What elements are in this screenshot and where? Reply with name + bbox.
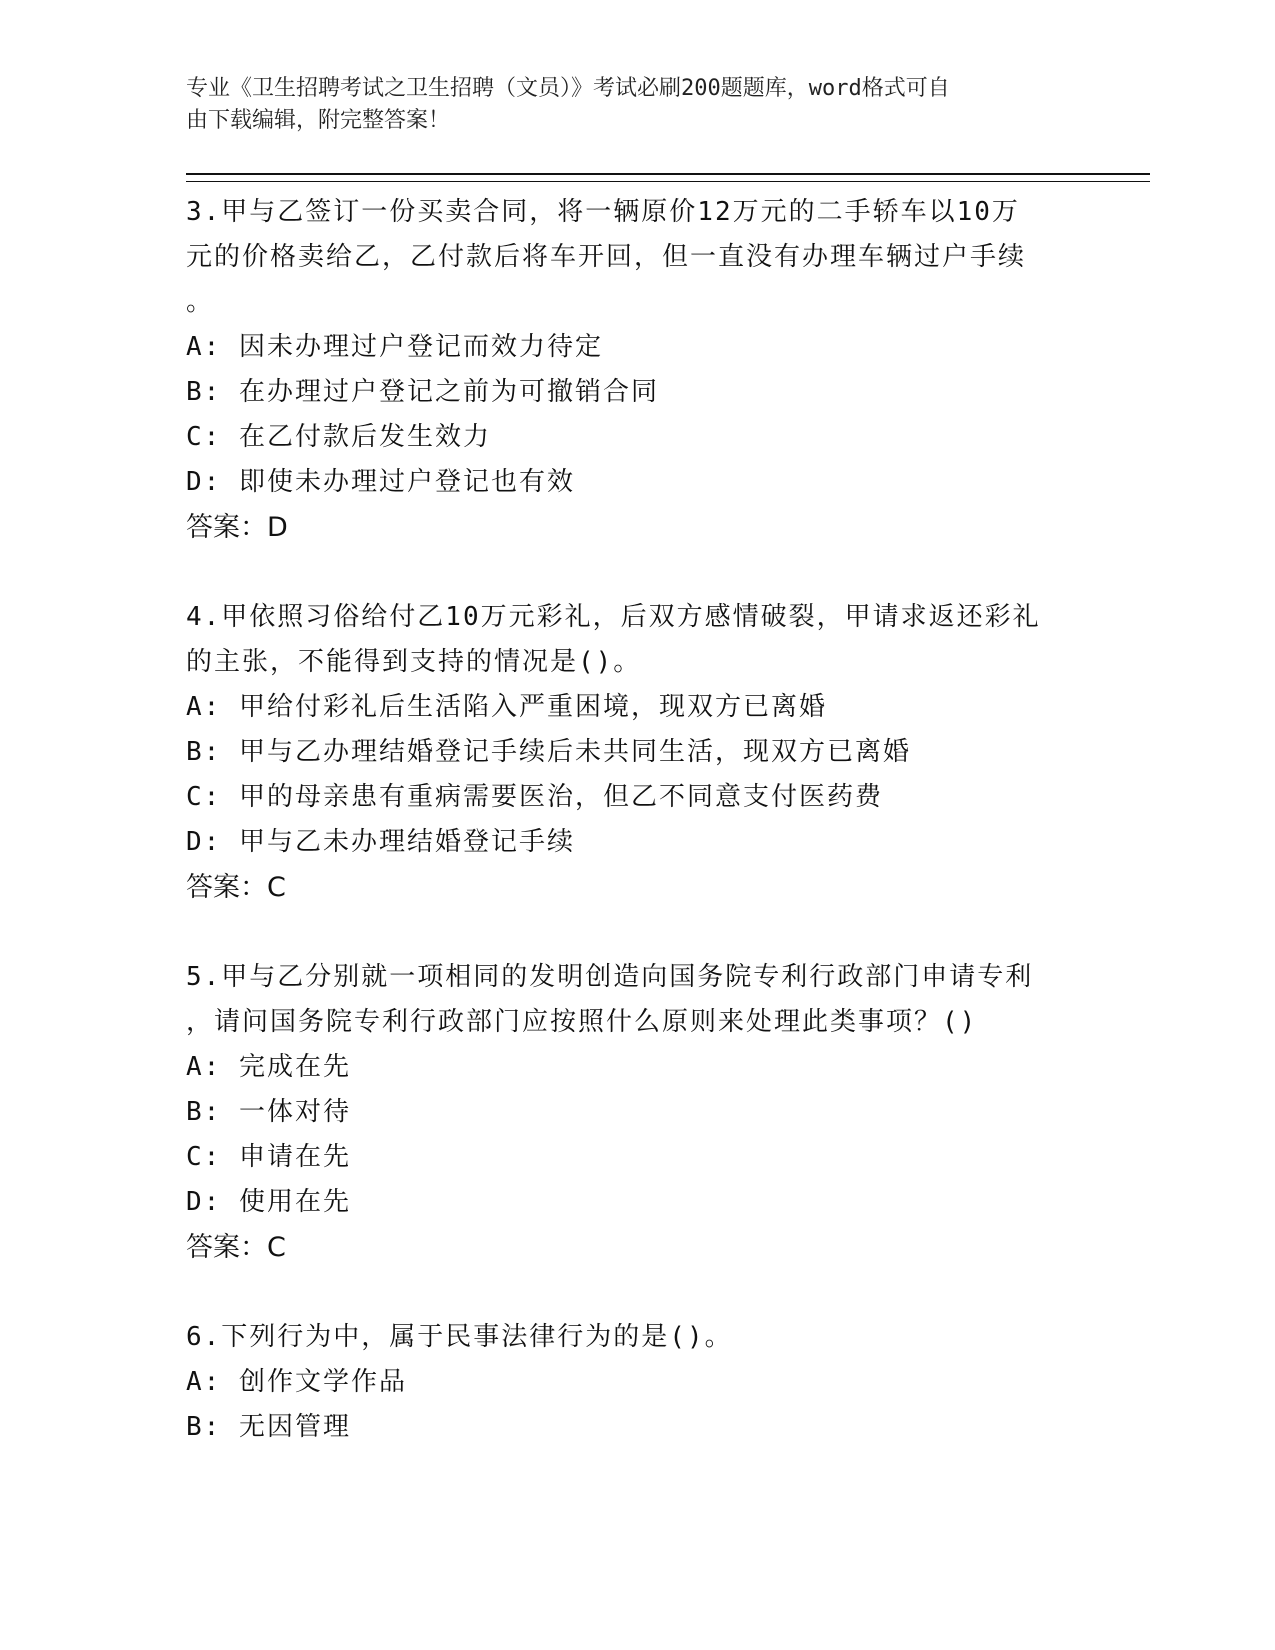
document-header [186,73,1066,137]
question-text-line: ，请问国务院专利行政部门应按照什么原则来处理此类事项？() [186,1007,978,1037]
question-text-line: 元的价格卖给乙，乙付款后将车开回，但一直没有办理车辆过户手续 [186,242,1027,272]
answer-line: 答案：D [186,512,288,543]
option-a: A: 完成在先 [186,1052,351,1082]
answer-line: 答案：C [186,1232,286,1263]
question-3 [186,190,1086,595]
question-text-line: 6.下列行为中，属于民事法律行为的是()。 [186,1322,733,1352]
option-d: D: 即使未办理过户登记也有效 [186,467,575,497]
question-5 [186,955,1086,1315]
question-text-line: 5.甲与乙分别就一项相同的发明创造向国务院专利行政部门申请专利 [186,962,1034,992]
question-list [186,190,1086,1450]
option-b: B: 一体对待 [186,1097,351,1127]
question-text-line: 3.甲与乙签订一份买卖合同，将一辆原价12万元的二手轿车以10万 [186,197,1020,227]
header-line-1: 专业《卫生招聘考试之卫生招聘（文员）》考试必刷200题题库，word格式可自 [186,76,950,101]
option-a: A: 因未办理过户登记而效力待定 [186,332,603,362]
question-text-line: 4.甲依照习俗给付乙10万元彩礼，后双方感情破裂，甲请求返还彩礼 [186,602,1041,632]
option-c: C: 甲的母亲患有重病需要医治，但乙不同意支付医药费 [186,782,883,812]
question-text-line: 。 [186,287,215,317]
option-a: A: 创作文学作品 [186,1367,407,1397]
option-b: B: 甲与乙办理结婚登记手续后未共同生活，现双方已离婚 [186,737,911,767]
question-6 [186,1315,1086,1450]
question-text-line: 的主张，不能得到支持的情况是()。 [186,647,642,677]
option-c: C: 在乙付款后发生效力 [186,422,491,452]
header-rule-thick [186,173,1150,175]
question-4 [186,595,1086,955]
option-a: A: 甲给付彩礼后生活陷入严重困境，现双方已离婚 [186,692,827,722]
header-line-2: 由下载编辑，附完整答案！ [186,108,451,133]
option-d: D: 甲与乙未办理结婚登记手续 [186,827,575,857]
option-b: B: 无因管理 [186,1412,351,1442]
answer-line: 答案：C [186,872,286,903]
header-rule-thin [186,181,1150,182]
option-b: B: 在办理过户登记之前为可撤销合同 [186,377,659,407]
option-c: C: 申请在先 [186,1142,351,1172]
option-d: D: 使用在先 [186,1187,351,1217]
